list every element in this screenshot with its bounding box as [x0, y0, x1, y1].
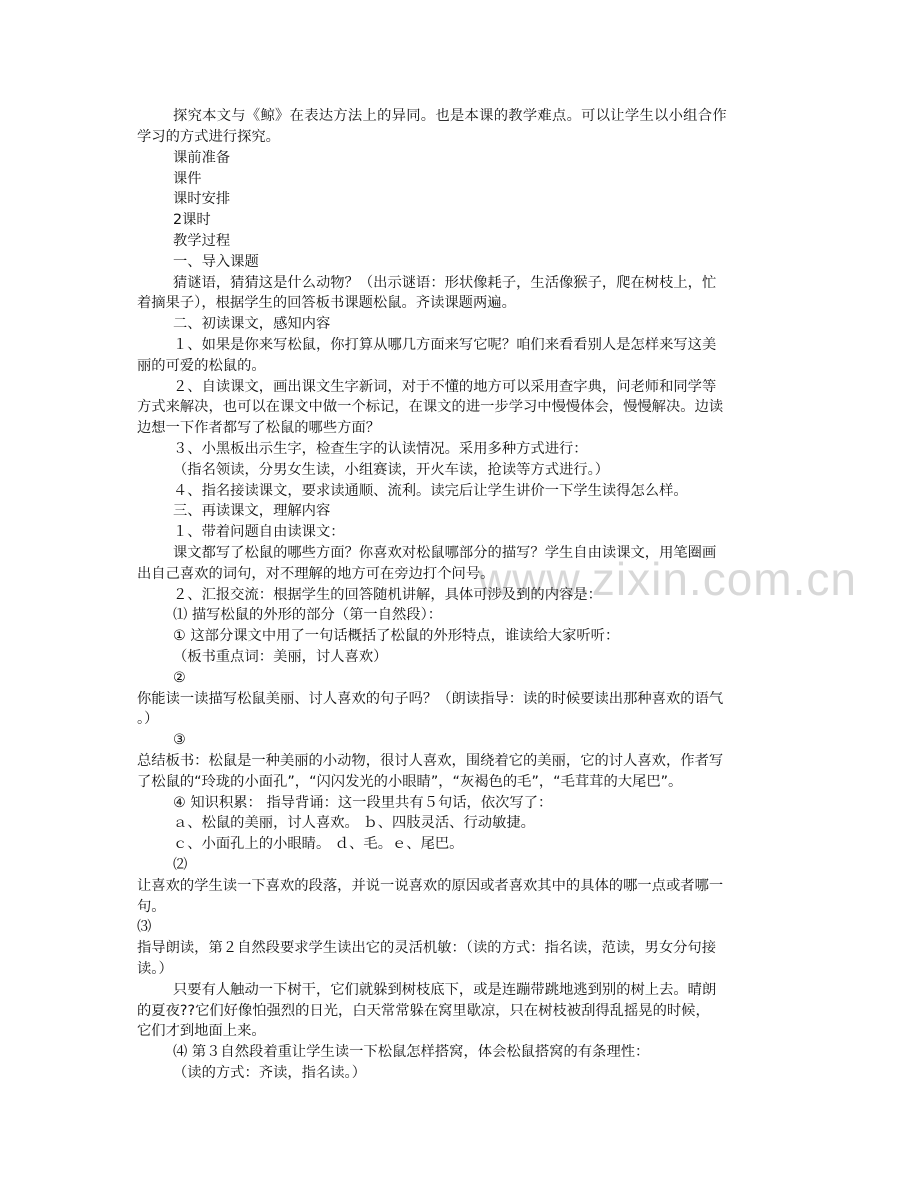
text-line: 学习的方式进行探究。 — [137, 129, 280, 145]
section-heading: 课前准备 — [173, 150, 231, 166]
text-line: 出自己喜欢的词句，对不理解的地方可在旁边打个问号。 — [137, 566, 495, 582]
text-line: （读的方式：齐读，指名读。） — [173, 1065, 367, 1081]
text-line: 方式来解决，也可以在课文中做一个标记，在课文的进一步学习中慢慢体会，慢慢解决。边读 — [137, 399, 724, 415]
text-line: ④ 知识积累： 指导背诵：这一段里共有５句话，依次写了： — [173, 795, 553, 811]
text-line: ⑷ 第３自然段着重让学生读一下松鼠怎样搭窝，体会松鼠搭窝的有条理性： — [173, 1044, 650, 1060]
section-heading: 二、初读课文，感知内容 — [173, 316, 331, 332]
list-marker: ③ — [173, 732, 186, 748]
section-heading: 三、再读课文，理解内容 — [173, 503, 331, 519]
text-line: １、如果是你来写松鼠，你打算从哪几方面来写它呢？咱们来看看别人是怎样来写这美 — [173, 337, 717, 353]
text-line: 你能读一读描写松鼠美丽、讨人喜欢的句子吗？（朗读指导：读的时候要读出那种喜欢的语气 — [137, 691, 724, 707]
text-line: ａ、松鼠的美丽，讨人喜欢。 ｂ、四肢灵活、行动敏捷。 — [173, 815, 535, 831]
text-line: 。） — [137, 711, 159, 727]
text-line: 让喜欢的学生读一下喜欢的段落，并说一说喜欢的原因或者喜欢其中的具体的哪一点或者哪一 — [137, 878, 724, 894]
text-line: 着摘果子），根据学生的回答板书课题松鼠。齐读课题两遍。 — [137, 295, 516, 311]
text-line: 它们才到地面上来。 — [137, 1023, 266, 1039]
text-line: （指名领读，分男女生读，小组赛读，开火车读，抢读等方式进行。） — [173, 462, 610, 478]
text-line: 丽的可爱的松鼠的。 — [137, 358, 266, 374]
text-line: ｃ、小面孔上的小眼睛。 ｄ、毛。ｅ、尾巴。 — [173, 836, 464, 852]
text-line: ⑴ 描写松鼠的外形的部分（第一自然段）： — [173, 607, 443, 623]
text-line: 句。 — [137, 899, 166, 915]
text-line: ２、汇报交流：根据学生的回答随机讲解，具体可涉及到的内容是： — [173, 587, 602, 603]
text-line: 猜谜语，猜猜这是什么动物？（出示谜语：形状像耗子，生活像猴子，爬在树枝上，忙 — [173, 275, 717, 291]
text-line: ２、自读课文，画出课文生字新词，对于不懂的地方可以采用查字典，问老师和同学等 — [173, 379, 717, 395]
text-line: 2课时 — [173, 212, 211, 228]
section-heading: 一、导入课题 — [173, 254, 259, 270]
text-line: 边想一下作者都写了松鼠的哪些方面？ — [137, 420, 381, 436]
text-line: ① 这部分课文中用了一句话概括了松鼠的外形特点，谁读给大家听听： — [173, 628, 620, 644]
text-line: 探究本文与《鲸》在表达方法上的异同。也是本课的教学难点。可以让学生以小组合作 — [173, 108, 727, 124]
text-line: 了松鼠的“玲珑的小面孔”，“闪闪发光的小眼睛”，“灰褐色的毛”，“毛茸茸的大尾巴”。 — [137, 774, 683, 790]
text-line: 读。） — [137, 961, 173, 977]
text-line: 课件 — [173, 171, 202, 187]
list-marker: ② — [173, 670, 186, 686]
text-line: ３、小黑板出示生字，检查生字的认读情况。采用多种方式进行： — [173, 441, 588, 457]
list-marker: ⑶ — [137, 919, 152, 935]
text-line: 只要有人触动一下树干，它们就躲到树枝底下，或是连蹦带跳地逃到别的树上去。晴朗 — [173, 982, 717, 998]
text-line: 指导朗读，第２自然段要求学生读出它的灵活机敏：（读的方式：指名读，范读，男女分句接 — [137, 940, 717, 956]
section-heading: 课时安排 — [173, 191, 231, 207]
text-line: １、带着问题自由读课文： — [173, 524, 345, 540]
text-line: ４、指名接读课文，要求读通顺、流利。读完后让学生讲价一下学生读得怎么样。 — [173, 483, 688, 499]
text-line: （板书重点词：美丽，讨人喜欢） — [173, 649, 388, 665]
watermark: www.zixin.com.cn — [478, 553, 857, 605]
text-line: 总结板书：松鼠是一种美丽的小动物，很讨人喜欢，围绕着它的美丽，它的讨人喜欢，作者写 — [137, 753, 724, 769]
section-heading: 教学过程 — [173, 233, 231, 249]
list-marker: ⑵ — [173, 857, 188, 873]
text-line: 课文都写了松鼠的哪些方面？你喜欢对松鼠哪部分的描写？学生自由读课文，用笔圈画 — [173, 545, 717, 561]
text-line: 的夏夜??它们好像怕强烈的日光，白天常常躲在窝里歇凉，只在树枝被刮得乱摇晃的时候， — [137, 1003, 710, 1019]
